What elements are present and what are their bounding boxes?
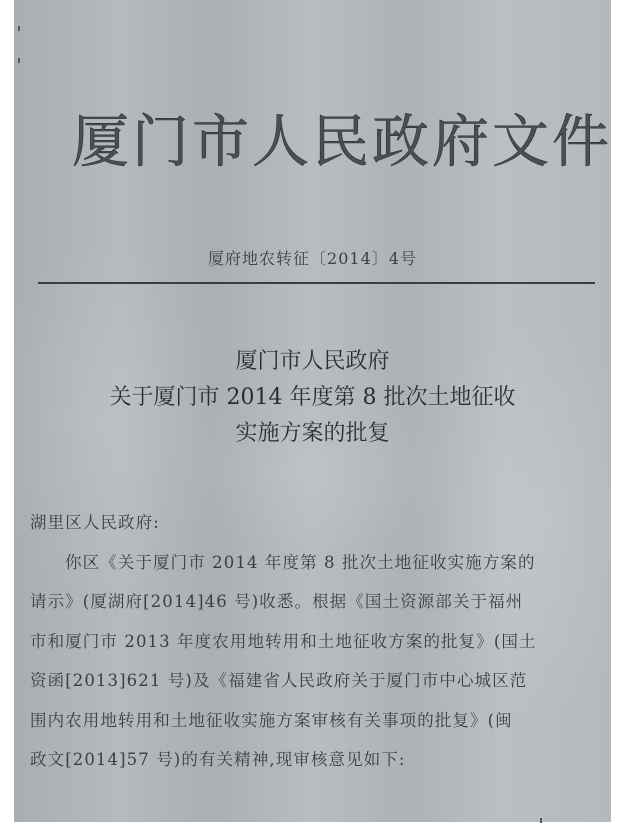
document-number: 厦府地农转征〔2014〕4号 [208, 249, 417, 268]
body-line: 围内农用地转用和土地征收实施方案审核有关事项的批复》(闽 [30, 710, 513, 730]
reply-title-line: 实施方案的批复 [235, 421, 390, 446]
document-body [30, 509, 605, 786]
body-line: 政文[2014]57 号)的有关精神,现审核意见如下: [30, 750, 406, 769]
header-divider [38, 282, 595, 284]
body-line: 市和厦门市 2013 年度农用地转用和土地征收方案的批复》(国土 [30, 631, 537, 651]
scan-speck [18, 26, 20, 31]
body-line: 你区《关于厦门市 2014 年度第 8 批次土地征收实施方案的 [65, 552, 536, 572]
scanned-document-page [14, 0, 611, 822]
reply-title-line: 关于厦门市 2014 年度第 8 批次土地征收 [109, 385, 516, 410]
body-line: 资函[2013]621 号)及《福建省人民政府关于厦门市中心城区范 [30, 671, 528, 690]
scan-speck [540, 818, 542, 823]
reply-title [14, 344, 611, 452]
scan-speck [18, 58, 20, 63]
reply-title-line: 厦门市人民政府 [235, 349, 390, 374]
addressee: 湖里区人民政府: [30, 513, 160, 532]
body-line: 请示》(厦湖府[2014]46 号)收悉。根据《国土资源部关于福州 [30, 592, 524, 611]
issuer-header: 厦门市人民政府文件 [72, 109, 612, 175]
